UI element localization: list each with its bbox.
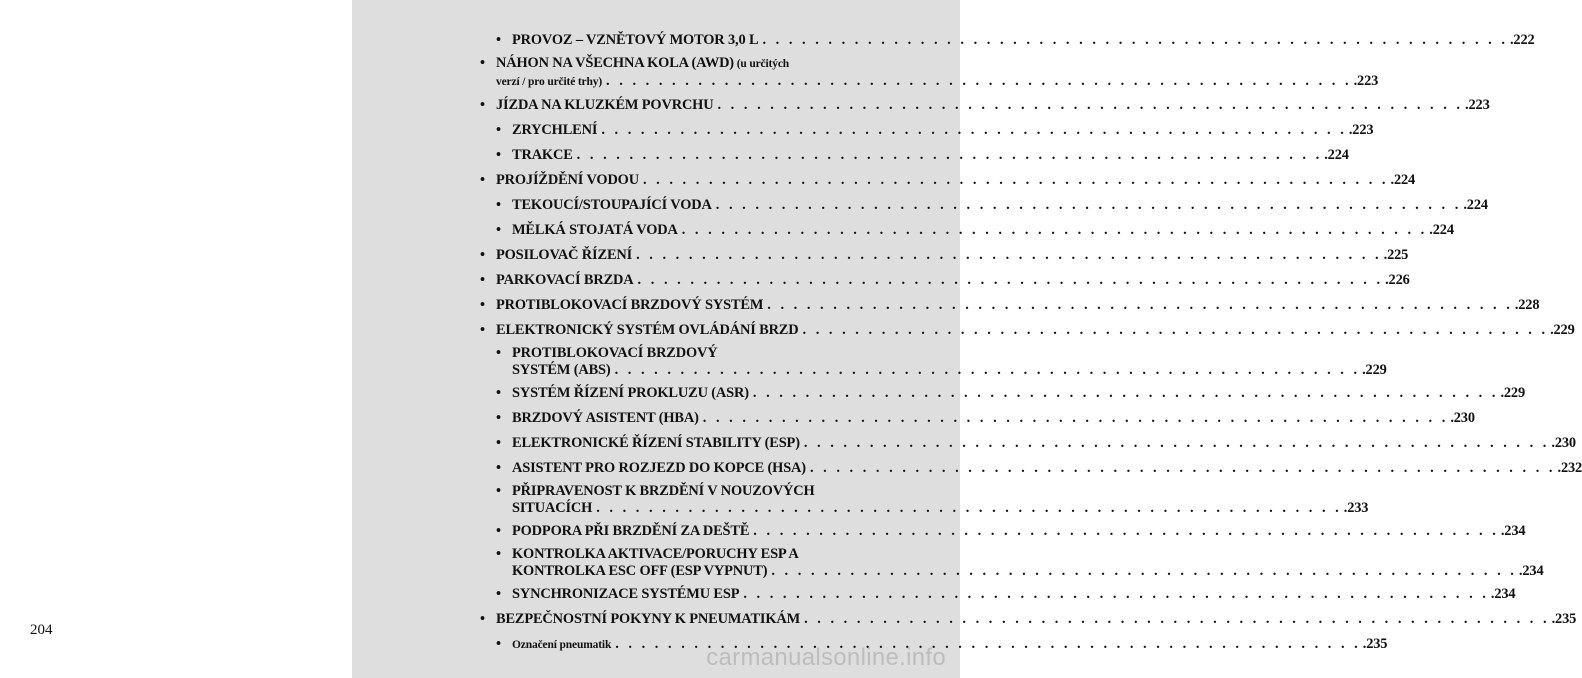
toc-entry[interactable] (480, 30, 1535, 51)
toc-entry-title: SYSTÉM (ABS) (512, 362, 611, 378)
page-number: 204 (30, 622, 53, 638)
toc-entry-page: .232 (1557, 460, 1582, 476)
left-blank-page (0, 0, 352, 678)
toc-entry[interactable] (480, 195, 1488, 216)
toc-entry-title: Označení pneumatik (512, 639, 612, 651)
toc-entry-page: .223 (1353, 73, 1379, 89)
dot-leader: . . . . . . . . . . . . . . . . . . . . . . . . . . . . . . . . . . . . . . . . . . . . . . . . . . . . . . . . . (762, 32, 1508, 48)
toc-entry-page: .234 (1500, 523, 1526, 539)
toc-entry-first-line: KONTROLKA AKTIVACE/PORUCHY ESP A (512, 546, 799, 562)
toc-entry-title: PROTIBLOKOVACÍ BRZDOVÝ SYSTÉM (496, 297, 764, 313)
toc-entry-title: TEKOUCÍ/STOUPAJÍCÍ VODA (512, 197, 712, 213)
dot-leader: . . . . . . . . . . . . . . . . . . . . . . . . . . . . . . . . . . . . . . . . . . . . . . . . . . . . . . . . . (702, 410, 1449, 426)
dot-leader: . . . . . . . . . . . . . . . . . . . . . . . . . . . . . . . . . . . . . . . . . . . . . . . . . . . . . . . . . (803, 435, 1550, 451)
dot-leader: . . . . . . . . . . . . . . . . . . . . . . . . . . . . . . . . . . . . . . . . . . . . . . . . . . . . . . . . . (804, 611, 1550, 627)
toc-entry-title: MĚLKÁ STOJATÁ VODA (512, 222, 678, 238)
toc-entry-page: .224 (1390, 172, 1416, 188)
bullet-icon: • (496, 122, 501, 138)
bullet-icon: • (480, 97, 485, 113)
bullet-icon: • (496, 483, 501, 499)
toc-entry-page: .225 (1383, 247, 1409, 263)
bullet-icon: • (496, 460, 501, 476)
bullet-icon: • (496, 586, 501, 602)
dot-leader: . . . . . . . . . . . . . . . . . . . . . . . . . . . . . . . . . . . . . . . . . . . . . . . . . . . . . . . . . (802, 322, 1549, 338)
watermark: carmanualsonline.info (706, 644, 946, 671)
toc-entry[interactable] (480, 320, 1575, 341)
toc-entry-page: .229 (1362, 362, 1387, 378)
bullet-icon: • (496, 410, 501, 426)
toc-entry-page: .224 (1463, 197, 1488, 213)
toc-entry-title: ELEKTRONICKÉ ŘÍZENÍ STABILITY (ESP) (512, 435, 800, 451)
toc-entry-note: (u určitých (733, 58, 790, 70)
bullet-icon: • (496, 546, 501, 562)
bullet-icon: • (496, 197, 501, 213)
toc-entry-title: ASISTENT PRO ROZJEZD DO KOPCE (HSA) (512, 460, 806, 476)
dot-leader: . . . . . . . . . . . . . . . . . . . . . . . . . . . . . . . . . . . . . . . . . . . . . . . . . . . . . . . . . (576, 147, 1323, 163)
dot-leader: . . . . . . . . . . . . . . . . . . . . . . . . . . . . . . . . . . . . . . . . . . . . . . . . . . . . . . . . . (809, 460, 1556, 476)
toc-entry[interactable] (480, 458, 1582, 479)
toc-entry-page: .224 (1324, 147, 1349, 163)
toc-entry-page: .226 (1385, 272, 1410, 288)
dot-leader: . . . . . . . . . . . . . . . . . . . . . . . . . . . . . . . . . . . . . . . . . . . . . . . . . . . . . . . . . (753, 523, 1499, 539)
toc-entry-title: SITUACÍCH (512, 500, 593, 516)
toc-entry-title: PARKOVACÍ BRZDA (496, 272, 634, 288)
bullet-icon: • (480, 297, 485, 313)
toc-entry[interactable] (480, 609, 1577, 630)
toc-entry-first-line: NÁHON NA VŠECHNA KOLA (AWD) (u určitých (496, 55, 790, 71)
bullet-icon: • (496, 147, 501, 163)
toc-entry[interactable] (480, 521, 1526, 542)
toc-entry-title: SYNCHRONIZACE SYSTÉMU ESP (512, 586, 740, 602)
toc-entry-page: .235 (1551, 611, 1577, 627)
dot-leader: . . . . . . . . . . . . . . . . . . . . . . . . . . . . . . . . . . . . . . . . . . . . . . . . . . . . . . . . . (601, 122, 1347, 138)
bullet-icon: • (496, 385, 501, 401)
dot-leader: . . . . . . . . . . . . . . . . . . . . . . . . . . . . . . . . . . . . . . . . . . . . . . . . . . . . . . . . . (606, 73, 1352, 89)
toc-entry-page: .222 (1509, 32, 1535, 48)
dot-leader: . . . . . . . . . . . . . . . . . . . . . . . . . . . . . . . . . . . . . . . . . . . . . . . . . . . . . . . . . (767, 297, 1513, 313)
toc-entry-title: JÍZDA NA KLUZKÉM POVRCHU (496, 97, 714, 113)
toc-entry[interactable] (480, 145, 1349, 166)
bullet-icon: • (496, 32, 501, 48)
toc-entry-title: POSILOVAČ ŘÍZENÍ (496, 247, 633, 263)
toc-entry-first-line: PŘIPRAVENOST K BRZDĚNÍ V NOUZOVÝCH (512, 483, 815, 499)
bullet-icon: • (496, 435, 501, 451)
toc-entry-title: KONTROLKA ESC OFF (ESP VYPNUT) (512, 563, 768, 579)
toc-entry[interactable] (480, 170, 1416, 191)
toc-entry-page: .235 (1362, 636, 1388, 652)
toc-entry-title: verzí / pro určité trhy) (496, 76, 603, 88)
dot-leader: . . . . . . . . . . . . . . . . . . . . . . . . . . . . . . . . . . . . . . . . . . . . . . . . . . . . . . . . . (615, 636, 1361, 652)
dot-leader: . . . . . . . . . . . . . . . . . . . . . . . . . . . . . . . . . . . . . . . . . . . . . . . . . . . . . . . . . (752, 385, 1499, 401)
toc-entry-title: PROVOZ – VZNĚTOVÝ MOTOR 3,0 L (512, 32, 759, 48)
toc-entry-page: .224 (1429, 222, 1454, 238)
bullet-icon: • (480, 55, 485, 71)
toc-entry-page: .230 (1450, 410, 1475, 426)
dot-leader: . . . . . . . . . . . . . . . . . . . . . . . . . . . . . . . . . . . . . . . . . . . . . . . . . . . . . . . . . (681, 222, 1428, 238)
dot-leader: . . . . . . . . . . . . . . . . . . . . . . . . . . . . . . . . . . . . . . . . . . . . . . . . . . . . . . . . . (596, 500, 1342, 516)
toc-entry[interactable] (480, 546, 1544, 580)
bullet-icon: • (480, 611, 485, 627)
toc-entry-page: .229 (1550, 322, 1575, 338)
toc-entry-page: .223 (1348, 122, 1374, 138)
toc-entry-first-line: PROTIBLOKOVACÍ BRZDOVÝ (512, 345, 718, 361)
toc-entry-page: .233 (1343, 500, 1369, 516)
toc-entry[interactable] (480, 383, 1526, 404)
dot-leader: . . . . . . . . . . . . . . . . . . . . . . . . . . . . . . . . . . . . . . . . . . . . . . . . . . . . . . . . . (636, 247, 1382, 263)
bullet-icon: • (480, 247, 485, 263)
toc-entry[interactable] (480, 345, 1387, 379)
toc-entry[interactable] (480, 245, 1409, 266)
toc-entry-page: .230 (1551, 435, 1576, 451)
toc-entry-page: .223 (1465, 97, 1490, 113)
toc-entry-title: SYSTÉM ŘÍZENÍ PROKLUZU (ASR) (512, 385, 749, 401)
toc-entry-title: TRAKCE (512, 147, 573, 163)
toc-entry[interactable] (480, 120, 1374, 141)
toc-entry[interactable] (480, 483, 1369, 517)
bullet-icon: • (480, 172, 485, 188)
toc-entry[interactable] (480, 55, 1379, 91)
toc-entry-title: PODPORA PŘI BRZDĚNÍ ZA DEŠTĚ (512, 523, 750, 539)
bullet-icon: • (496, 345, 501, 361)
dot-leader: . . . . . . . . . . . . . . . . . . . . . . . . . . . . . . . . . . . . . . . . . . . . . . . . . . . . . . . . . (717, 97, 1464, 113)
bullet-icon: • (496, 636, 501, 652)
toc-entry[interactable] (480, 220, 1454, 241)
dot-leader: . . . . . . . . . . . . . . . . . . . . . . . . . . . . . . . . . . . . . . . . . . . . . . . . . . . . . . . . . (614, 362, 1361, 378)
toc-entry-page: .228 (1514, 297, 1540, 313)
toc-entry-page: .234 (1490, 586, 1516, 602)
toc-entry-title: ELEKTRONICKÝ SYSTÉM OVLÁDÁNÍ BRZD (496, 322, 799, 338)
dot-leader: . . . . . . . . . . . . . . . . . . . . . . . . . . . . . . . . . . . . . . . . . . . . . . . . . . . . . . . . . (743, 586, 1489, 602)
dot-leader: . . . . . . . . . . . . . . . . . . . . . . . . . . . . . . . . . . . . . . . . . . . . . . . . . . . . . . . . . (637, 272, 1384, 288)
toc-entry[interactable] (480, 408, 1475, 429)
toc-entry[interactable] (480, 433, 1576, 454)
toc-entry-title: PROJÍŽDĚNÍ VODOU (496, 172, 639, 188)
bullet-icon: • (480, 272, 485, 288)
bullet-icon: • (496, 523, 501, 539)
toc-entry-page: .229 (1500, 385, 1526, 401)
toc-entry-title: BEZPEČNOSTNÍ POKYNY K PNEUMATIKÁM (496, 611, 801, 627)
toc-entry[interactable] (480, 95, 1490, 116)
bullet-icon: • (496, 222, 501, 238)
toc-entry-title: BRZDOVÝ ASISTENT (HBA) (512, 410, 699, 426)
toc-entry[interactable] (480, 270, 1410, 291)
toc-entry[interactable] (480, 295, 1540, 316)
dot-leader: . . . . . . . . . . . . . . . . . . . . . . . . . . . . . . . . . . . . . . . . . . . . . . . . . . . . . . . . . (715, 197, 1462, 213)
dot-leader: . . . . . . . . . . . . . . . . . . . . . . . . . . . . . . . . . . . . . . . . . . . . . . . . . . . . . . . . . (642, 172, 1389, 188)
bullet-icon: • (480, 322, 485, 338)
toc-entry-title: ZRYCHLENÍ (512, 122, 598, 138)
dot-leader: . . . . . . . . . . . . . . . . . . . . . . . . . . . . . . . . . . . . . . . . . . . . . . . . . . . . . . . . . (771, 563, 1517, 579)
toc-entry[interactable] (480, 584, 1516, 605)
toc-entry-page: .234 (1518, 563, 1544, 579)
